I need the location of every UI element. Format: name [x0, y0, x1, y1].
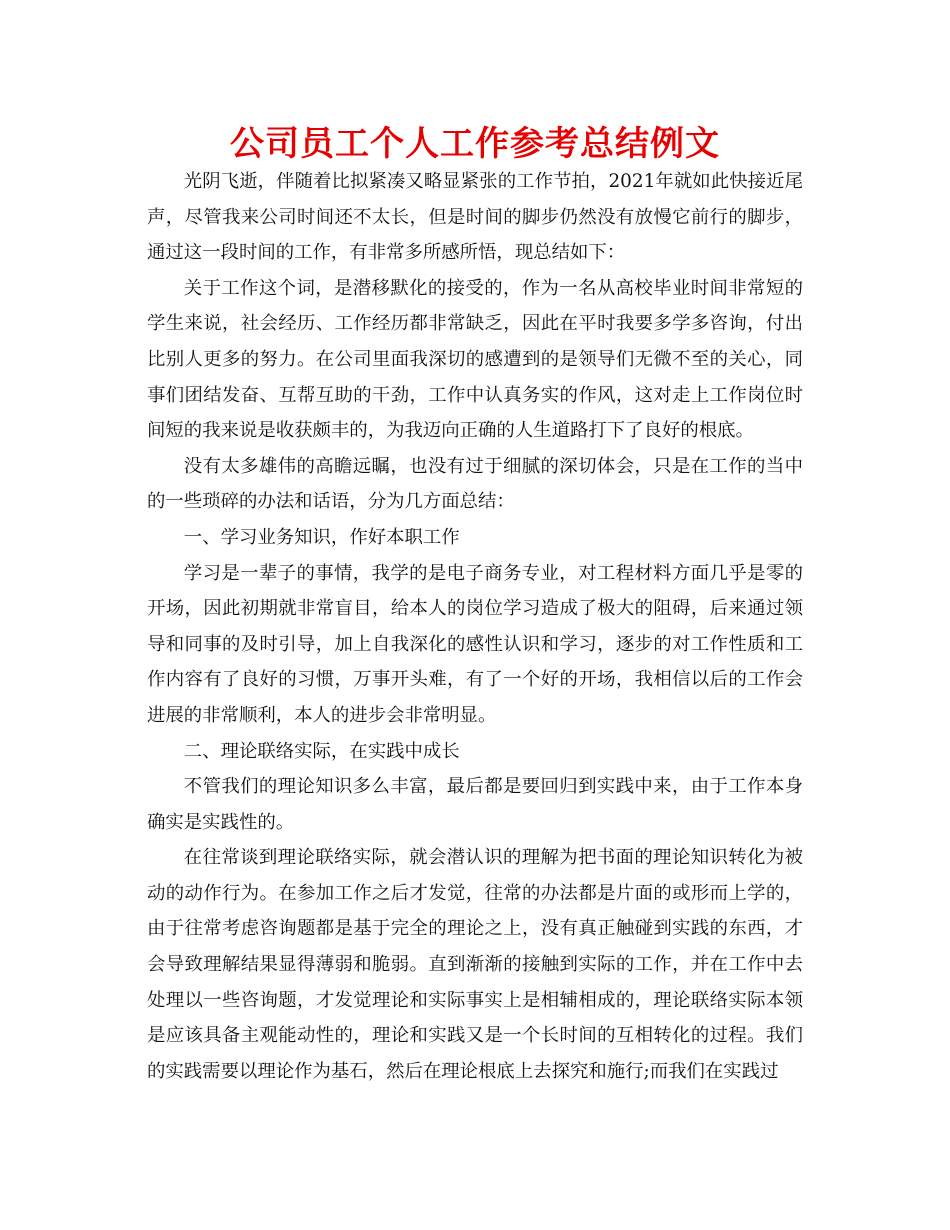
- section-heading: 一、学习业务知识，作好本职工作: [183, 526, 460, 548]
- paragraph: 光阴飞逝，伴随着比拟紧凑又略显紧张的工作节拍，2021年就如此快接近尾声，尽管我来公司时间还不太长，但是时间的脚步仍然没有放慢它前行的脚步，通过这一段时间的工作，有非常多所感所悟，现总结如下：: [147, 171, 803, 264]
- paragraph: 不管我们的理论知识多么丰富，最后都是要回归到实践中来，由于工作本身确实是实践性的。: [147, 776, 803, 833]
- section-heading: 二、理论联络实际，在实践中成长: [183, 740, 460, 762]
- paragraph: 关于工作这个词，是潜移默化的接受的，作为一名从高校毕业时间非常短的学生来说，社会经历、工作经历都非常缺乏，因此在平时我要多学多咨询，付出比别人更多的努力。在公司里面我深切的感遭到的是领导们无微不至的关心，同事们团结发奋、互帮互助的干劲，工作中认真务实的作风，这对走上工作岗位时间短的我来说是收获颇丰的，为我迈向正确的人生道路打下了良好的根底。: [147, 277, 803, 442]
- paragraph: 没有太多雄伟的高瞻远瞩，也没有过于细腻的深切体会，只是在工作的当中的一些琐碎的办法和话语，分为几方面总结：: [147, 455, 803, 513]
- document-body: [147, 164, 803, 1089]
- paragraph: 在往常谈到理论联络实际，就会潜认识的理解为把书面的理论知识转化为被动的动作行为。在参加工作之后才发觉，往常的办法都是片面的或形而上学的，由于往常考虑咨询题都是基于完全的理论之上，没有真正触碰到实践的东西，才会导致理解结果显得薄弱和脆弱。直到渐渐的接触到实际的工作，并在工作中去处理以一些咨询题，才发觉理论和实际事实上是相辅相成的，理论联络实际本领是应该具备主观能动性的，理论和实践又是一个长时间的互相转化的过程。我们的实践需要以理论作为基石，然后在理论根底上去探究和施行;而我们在实践过: [147, 847, 803, 1082]
- paragraph: 学习是一辈子的事情，我学的是电子商务专业，对工程材料方面几乎是零的开场，因此初期就非常盲目，给本人的岗位学习造成了极大的阻碍，后来通过领导和同事的及时引导，加上自我深化的感性认识和学习，逐步的对工作性质和工作内容有了良好的习惯，万事开头难，有了一个好的开场，我相信以后的工作会进展的非常顺利，本人的进步会非常明显。: [147, 562, 803, 726]
- document-title: 公司员工个人工作参考总结例文: [230, 124, 720, 164]
